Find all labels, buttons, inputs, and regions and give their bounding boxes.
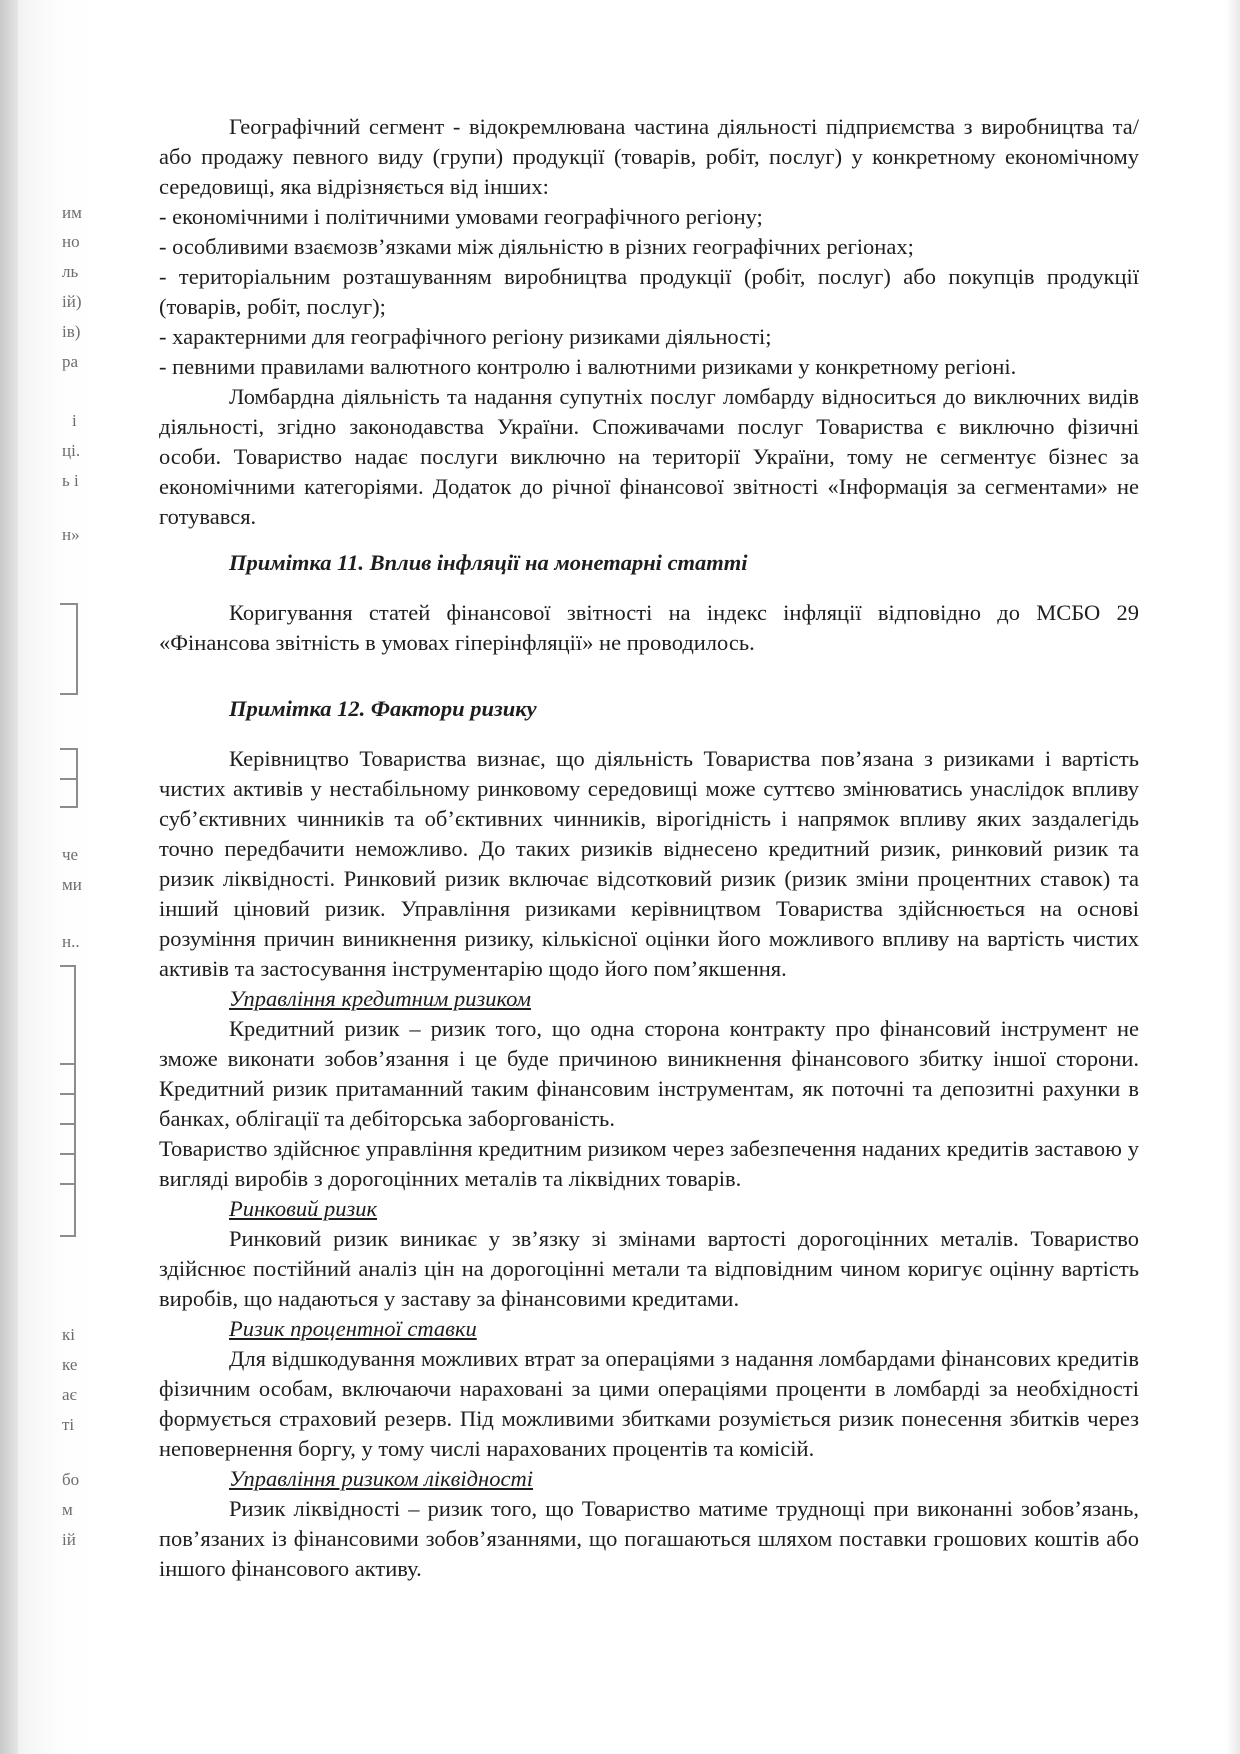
margin-fragment: ті — [62, 1415, 75, 1434]
table-line — [60, 1153, 76, 1155]
margin-fragment: ів) — [62, 322, 81, 341]
margin-fragment: ь і — [62, 471, 79, 490]
margin-fragment: ра — [62, 352, 79, 371]
table-line — [60, 1183, 76, 1185]
margin-fragment: но — [62, 232, 80, 251]
margin-fragment: ає — [62, 1385, 77, 1404]
liquidity-risk-heading: Управління ризиком ліквідності — [229, 1466, 533, 1491]
scan-right-edge — [1226, 0, 1240, 1754]
segment-bullet: - територіальним розташуванням виробництва продукції (робіт, послуг) або покупців продукції (товарів, робіт, послуг); — [159, 264, 1139, 319]
table-line — [60, 778, 78, 780]
margin-fragment: кі — [62, 1325, 75, 1344]
credit-risk-heading: Управління кредитним ризиком — [229, 986, 531, 1011]
note-12-intro: Керівництво Товариства визнає, що діяльність Товариства пов’язана з ризиками і вартість чистих активів у нестабільному ринковому середовищі може суттєво змінюватись унаслідок впливу суб’єктивних чинників та об’єктивних чинників, вірогідність і напрямок впливу яких заздалегідь точно передбачити неможливо. До таких ризиків віднесено кредитний ризик, ринковий ризик та ризик ліквідності. Ринковий ризик включає відсотковий ризик (ризик зміни процентних ставок) та інший ціновий ризик. Управління ризиками керівництвом Товариства здійснюється на основі розуміння причин виникнення ризику, кількісної оцінки його можливого впливу на вартість чистих активів та застосування інструментарію щодо його пом’якшення. — [159, 746, 1139, 981]
margin-fragment: н» — [62, 525, 80, 544]
margin-fragment: н.. — [62, 932, 80, 951]
note-11-text: Коригування статей фінансової звітності на індекс інфляції відповідно до МСБО 29 «Фінансова звітність в умовах гіперінфляції» не проводилось. — [159, 600, 1139, 655]
market-risk-text: Ринковий ризик виникає у зв’язку зі змінами вартості дорогоцінних металів. Товариство здійснює постійний аналіз цін на дорогоцінні метали та відповідним чином коригує оцінну вартість виробів, що надаються у заставу за фінансовими кредитами. — [159, 1226, 1139, 1311]
margin-fragment: ке — [62, 1355, 78, 1374]
margin-fragment: і — [72, 411, 77, 430]
note-12-heading: Примітка 12. Фактори ризику — [229, 696, 537, 721]
segment-definition: Географічний сегмент - відокремлювана частина діяльності підприємства з виробництва та/або продажу певного виду (групи) продукції (товарів, робіт, послуг) у конкретному економічному середовищі, яка відрізняється від інших: — [159, 114, 1139, 199]
market-risk-heading: Ринковий ризик — [229, 1196, 378, 1221]
margin-fragment: ми — [62, 875, 82, 894]
liquidity-risk-text: Ризик ліквідності – ризик того, що Товариство матиме труднощі при виконанні зобов’язань, пов’язаних із фінансовими зобов’язаннями, що погашаються шляхом поставки грошових коштів або іншого фінансового активу. — [159, 1496, 1139, 1581]
note-11-heading: Примітка 11. Вплив інфляції на монетарні статті — [229, 550, 748, 575]
margin-fragment: бо — [62, 1470, 80, 1489]
margin-fragment: че — [62, 845, 79, 864]
table-line — [60, 1093, 76, 1095]
pawnshop-activity-paragraph: Ломбардна діяльність та надання супутніх послуг ломбарду відноситься до виключних видів діяльності, згідно законодавства України. Споживачами послуг Товариства є виключно фізичні особи. Товариство надає послуги виключно на території України, тому не сегментує бізнес за економічними категоріями. Додаток до річної фінансової звітності «Інформація за сегментами» не готувався. — [159, 384, 1139, 529]
segment-bullet: - економічними і політичними умовами географічного регіону; — [159, 204, 763, 229]
segment-bullet: - характерними для географічного регіону ризиками діяльності; — [159, 324, 772, 349]
credit-risk-management-text: Товариство здійснює управління кредитним ризиком через забезпечення наданих кредитів заставою у вигляді виробів з дорогоцінних металів та ліквідних товарів. — [159, 1136, 1139, 1191]
margin-fragment: ій) — [62, 292, 82, 311]
margin-fragment: ці. — [62, 441, 81, 460]
table-line — [60, 693, 78, 695]
segment-bullet: - особливими взаємозв’язками між діяльністю в різних географічних регіонах; — [159, 234, 914, 259]
scan-edge-shadow — [0, 0, 18, 1754]
credit-risk-text: Кредитний ризик – ризик того, що одна сторона контракту про фінансовий інструмент не зможе виконати зобов’язання і це буде причиною виникнення фінансового збитку іншої сторони. Кредитний ризик притаманний таким фінансовим інструментам, як поточні та депозитні рахунки в банках, облігації та дебіторська заборгованість. — [159, 1016, 1139, 1131]
interest-rate-risk-heading: Ризик процентної ставки — [229, 1316, 477, 1341]
table-line — [60, 1123, 76, 1125]
margin-fragment: им — [62, 203, 82, 222]
segment-bullet: - певними правилами валютного контролю і валютними ризиками у конкретному регіоні. — [159, 354, 1017, 379]
interest-rate-risk-text: Для відшкодування можливих втрат за операціями з надання ломбардами фінансових кредитів фізичним особам, включаючи нараховані за цими операціями проценти в ломбарді за необхідності формується страховий резерв. Під можливими збитками розуміється ризик понесення збитків через неповернення боргу, у тому числі нарахованих процентів та комісій. — [159, 1346, 1139, 1461]
table-line — [74, 965, 76, 1237]
margin-fragment: м — [62, 1500, 73, 1519]
table-line — [76, 603, 78, 695]
document-body — [159, 112, 1139, 1584]
margin-fragment: ль — [62, 262, 79, 281]
table-line — [60, 1235, 76, 1237]
table-line — [60, 1063, 76, 1065]
margin-fragment: ій — [62, 1530, 76, 1549]
table-line — [60, 806, 78, 808]
